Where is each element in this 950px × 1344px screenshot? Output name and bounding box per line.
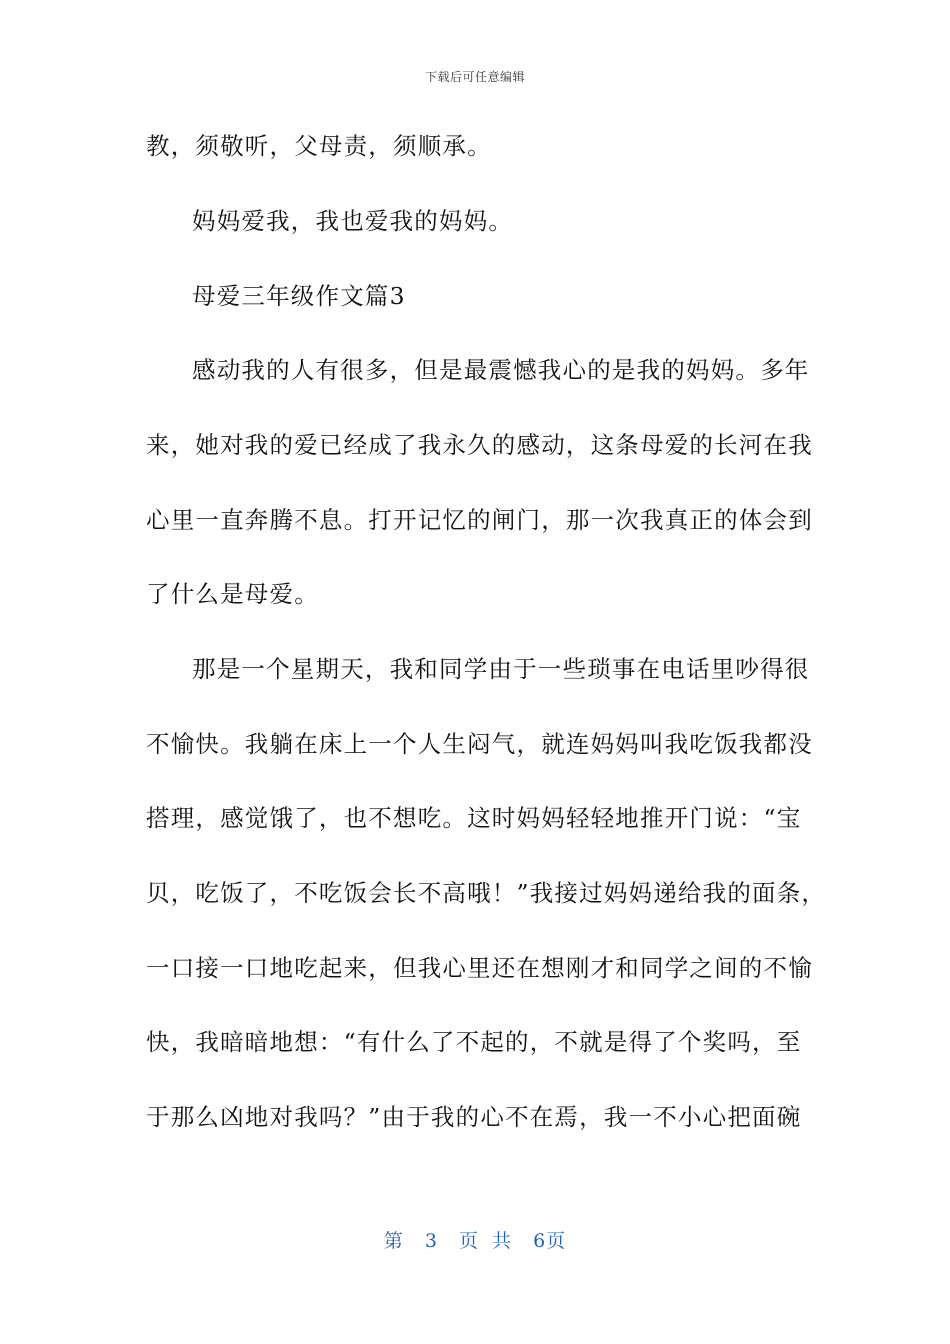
text-line-4: 感动我的人有很多，但是最震憾我心的是我的妈妈。多年 [192, 356, 810, 384]
footer-page-number: 3 [424, 1230, 438, 1252]
text-line-8: 那是一个星期天，我和同学由于一些琐事在电话里吵得很 [192, 655, 810, 683]
text-line-2: 妈妈爱我，我也爱我的妈妈。 [192, 207, 514, 235]
text-line-10: 搭理，感觉饿了，也不想吃。这时妈妈轻轻地推开门说：“宝 [146, 804, 802, 832]
page-footer [0, 1226, 950, 1253]
text-line-12: 一口接一口地吃起来，但我心里还在想刚才和同学之间的不愉 [146, 954, 813, 982]
section-heading: 母爱三年级作文篇3 [192, 282, 406, 310]
footer-total-pages: 6页 [533, 1230, 567, 1252]
text-line-1: 教，须敬听，父母责，须顺承。 [146, 132, 492, 160]
footer-middle: 页 共 [459, 1230, 513, 1252]
text-line-5: 来，她对我的爱已经成了我永久的感动，这条母爱的长河在我 [146, 431, 813, 459]
text-line-6: 心里一直奔腾不息。打开记忆的闸门，那一次我真正的体会到 [146, 506, 813, 534]
footer-prefix: 第 [383, 1230, 404, 1252]
text-line-13: 快，我暗暗地想：“有什么了不起的，不就是得了个奖吗，至 [146, 1028, 802, 1056]
text-line-7: 了什么是母爱。 [146, 580, 319, 608]
page-header: 下载后可任意编辑 [424, 70, 525, 84]
text-line-14: 于那么凶地对我吗？”由于我的心不在焉，我一不小心把面碗 [146, 1103, 802, 1131]
text-line-11: 贝，吃饭了，不吃饭会长不高哦！”我接过妈妈递给我的面条， [146, 879, 827, 907]
text-line-9: 不愉快。我躺在床上一个人生闷气，就连妈妈叫我吃饭我都没 [146, 730, 813, 758]
